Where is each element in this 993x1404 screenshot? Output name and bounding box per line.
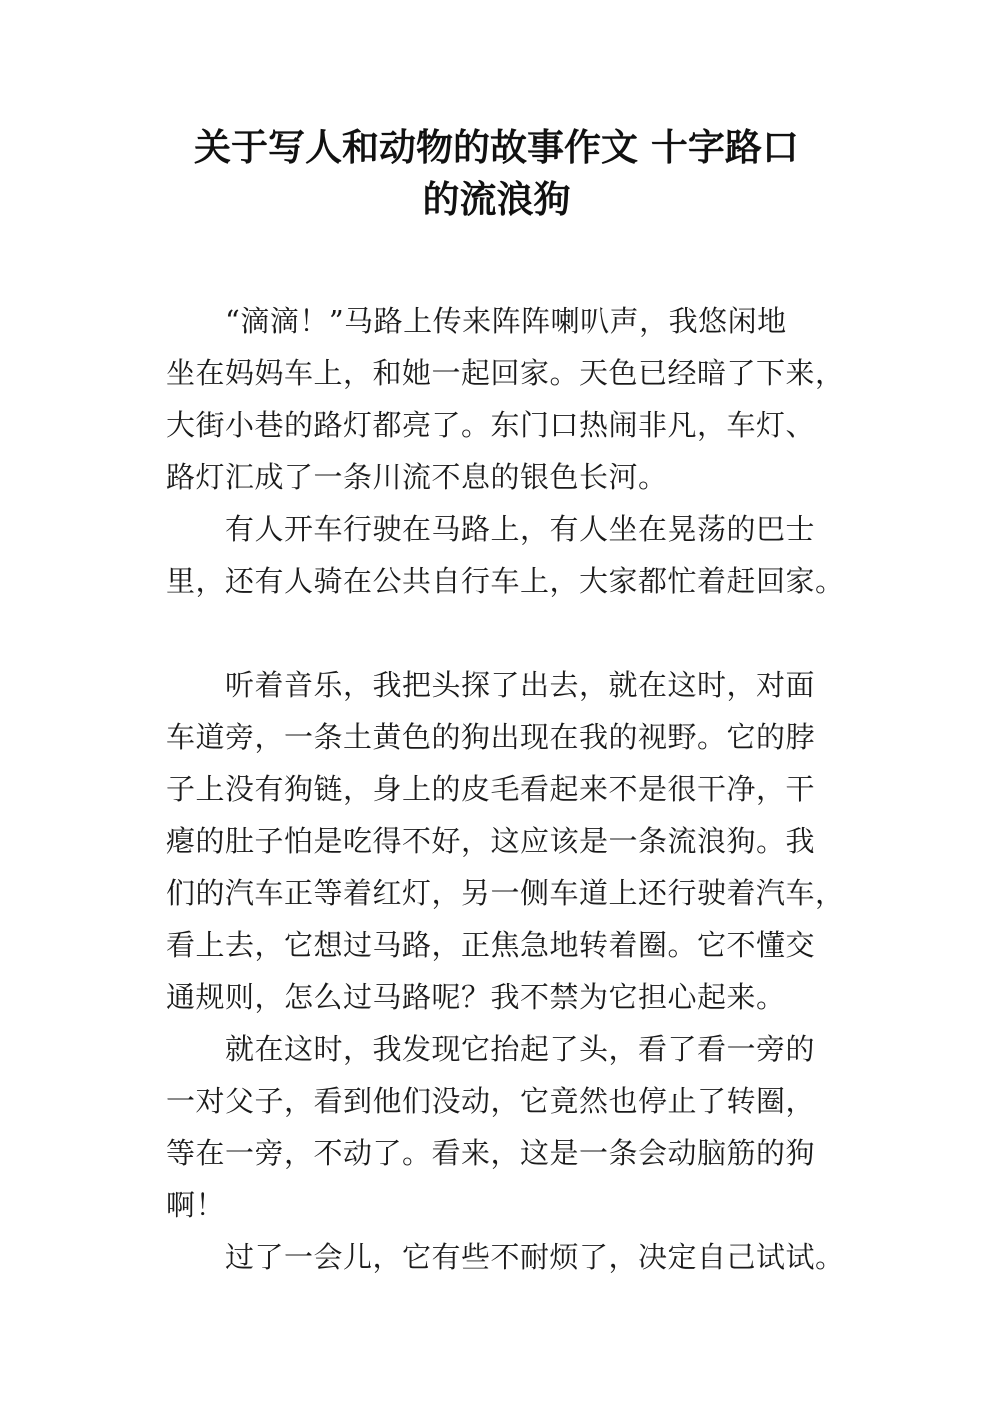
body-line: 瘪的肚子怕是吃得不好，这应该是一条流浪狗。我 xyxy=(166,824,816,858)
body-line: 一对父子，看到他们没动，它竟然也停止了转圈， xyxy=(166,1084,816,1118)
body-line: 听着音乐，我把头探了出去，就在这时，对面 xyxy=(166,668,816,702)
body-line: 坐在妈妈车上，和她一起回家。天色已经暗了下来， xyxy=(166,356,845,390)
body-line: 啊！ xyxy=(166,1188,226,1222)
body-line: 子上没有狗链，身上的皮毛看起来不是很干净，干 xyxy=(166,772,816,806)
body-line: 车道旁，一条土黄色的狗出现在我的视野。它的脖 xyxy=(166,720,816,754)
document-title-line-2: 的流浪狗 xyxy=(422,178,571,221)
document-title-line-1: 关于写人和动物的故事作文 十字路口 xyxy=(194,126,799,169)
body-line: 看上去，它想过马路，正焦急地转着圈。它不懂交 xyxy=(166,928,816,962)
body-line: 通规则，怎么过马路呢？我不禁为它担心起来。 xyxy=(166,980,786,1014)
body-line: 有人开车行驶在马路上，有人坐在晃荡的巴士 xyxy=(166,512,816,546)
body-line: 大街小巷的路灯都亮了。东门口热闹非凡，车灯、 xyxy=(166,408,816,442)
body-line: 里，还有人骑在公共自行车上，大家都忙着赶回家。 xyxy=(166,564,845,598)
body-line: “滴滴！”马路上传来阵阵喇叭声，我悠闲地 xyxy=(166,304,787,338)
body-line: 就在这时，我发现它抬起了头，看了看一旁的 xyxy=(166,1032,816,1066)
body-line: 过了一会儿，它有些不耐烦了，决定自己试试。 xyxy=(166,1240,845,1274)
body-line: 等在一旁，不动了。看来，这是一条会动脑筋的狗 xyxy=(166,1136,816,1170)
body-line: 路灯汇成了一条川流不息的银色长河。 xyxy=(166,460,668,494)
body-line: 们的汽车正等着红灯，另一侧车道上还行驶着汽车， xyxy=(166,876,845,910)
